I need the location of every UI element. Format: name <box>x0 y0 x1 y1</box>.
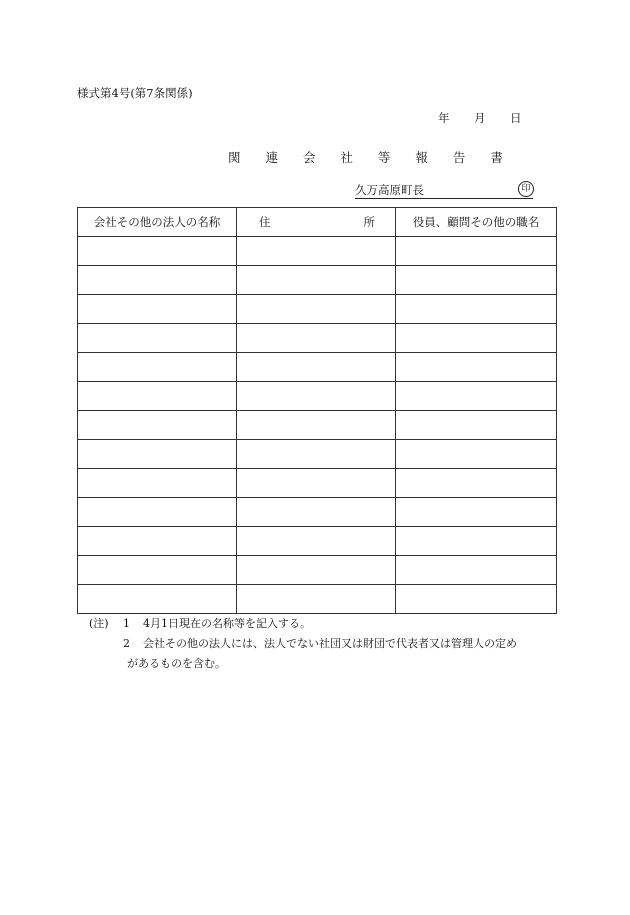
column-header-address <box>237 208 396 237</box>
cell-company-name <box>78 324 237 353</box>
recipient-line <box>355 182 535 199</box>
notes-section <box>89 614 517 674</box>
cell-address <box>237 440 396 469</box>
table-row <box>78 585 557 614</box>
table-header-row <box>78 208 557 237</box>
cell-company-name <box>78 411 237 440</box>
cell-position <box>396 353 557 382</box>
table-row <box>78 324 557 353</box>
cell-company-name <box>78 556 237 585</box>
cell-company-name <box>78 353 237 382</box>
table-row <box>78 527 557 556</box>
date-line <box>438 110 522 126</box>
cell-company-name <box>78 237 237 266</box>
cell-company-name <box>78 585 237 614</box>
cell-address <box>237 382 396 411</box>
cell-position <box>396 295 557 324</box>
cell-address <box>237 411 396 440</box>
cell-position <box>396 556 557 585</box>
column-header-address-part1: 住 <box>259 215 271 229</box>
form-number: 様式第4号(第7条関係) <box>77 86 193 100</box>
table-row <box>78 498 557 527</box>
cell-company-name <box>78 440 237 469</box>
notes-label: (注) <box>89 617 109 630</box>
note-continuation: があるものを含む。 <box>127 657 226 670</box>
cell-position <box>396 498 557 527</box>
cell-position <box>396 440 557 469</box>
table-row <box>78 237 557 266</box>
cell-company-name <box>78 295 237 324</box>
cell-position <box>396 382 557 411</box>
cell-position <box>396 469 557 498</box>
recipient-underline <box>355 198 533 199</box>
seal-mark: 印 <box>518 181 534 197</box>
date-year-label: 年 <box>438 111 450 125</box>
cell-company-name <box>78 266 237 295</box>
document-title: 関 連 会 社 等 報 告 書 <box>228 150 514 165</box>
table-row <box>78 411 557 440</box>
cell-position <box>396 527 557 556</box>
table-body <box>78 237 557 614</box>
column-header-company-name: 会社その他の法人の名称 <box>78 208 237 237</box>
column-header-address-part2: 所 <box>363 215 375 229</box>
cell-company-name <box>78 469 237 498</box>
table-row <box>78 295 557 324</box>
cell-address <box>237 585 396 614</box>
note-number: 1 <box>123 617 130 630</box>
cell-position <box>396 585 557 614</box>
note-item <box>89 634 517 654</box>
cell-address <box>237 237 396 266</box>
note-number: 2 <box>123 637 130 650</box>
note-text: 会社その他の法人には、法人でない社団又は財団で代表者又は管理人の定め <box>143 637 517 650</box>
table-row <box>78 469 557 498</box>
cell-position <box>396 324 557 353</box>
cell-address <box>237 266 396 295</box>
date-month-label: 月 <box>474 111 486 125</box>
cell-company-name <box>78 527 237 556</box>
cell-position <box>396 266 557 295</box>
date-day-label: 日 <box>510 111 522 125</box>
note-text: 4月1日現在の名称等を記入する。 <box>143 617 311 630</box>
cell-address <box>237 498 396 527</box>
cell-address <box>237 324 396 353</box>
cell-address <box>237 353 396 382</box>
note-item <box>89 614 517 634</box>
cell-address <box>237 527 396 556</box>
column-header-position: 役員、顧問その他の職名 <box>396 208 557 237</box>
cell-address <box>237 469 396 498</box>
cell-position <box>396 237 557 266</box>
recipient-name: 久万高原町長 <box>355 183 424 197</box>
cell-company-name <box>78 382 237 411</box>
table-row <box>78 440 557 469</box>
table-row <box>78 353 557 382</box>
cell-company-name <box>78 498 237 527</box>
table-row <box>78 382 557 411</box>
cell-address <box>237 295 396 324</box>
table-row <box>78 266 557 295</box>
cell-address <box>237 556 396 585</box>
cell-position <box>396 411 557 440</box>
report-table <box>77 207 557 614</box>
table-row <box>78 556 557 585</box>
